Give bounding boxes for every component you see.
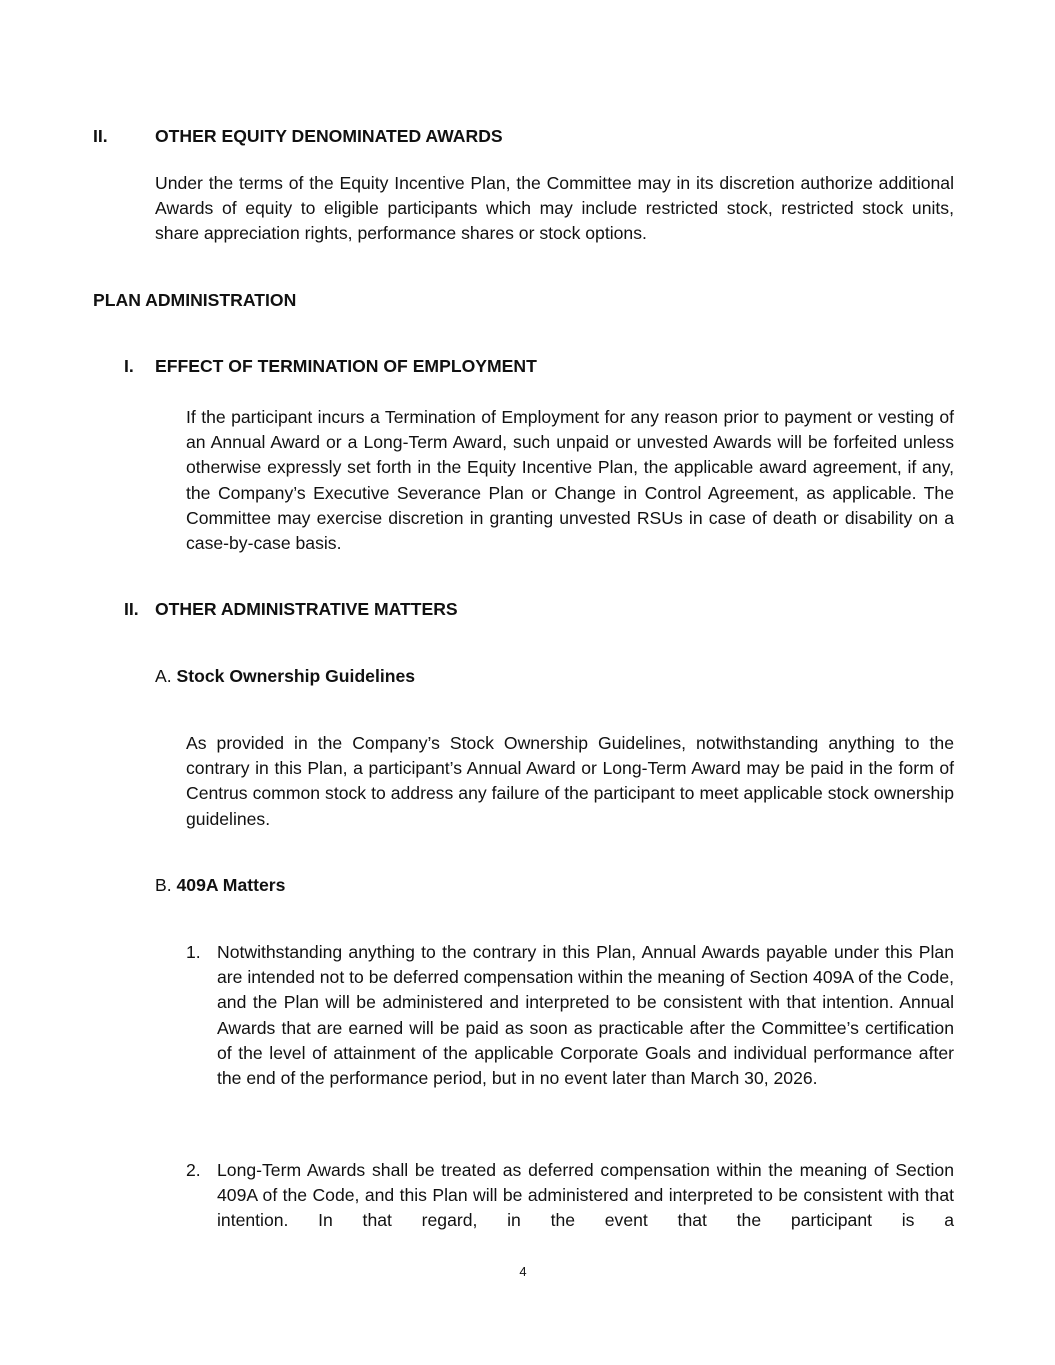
page-number: 4 bbox=[519, 1264, 527, 1279]
other-admin-numeral: II. bbox=[124, 599, 139, 619]
termination-paragraph: If the participant incurs a Termination of Employment for any reason prior to payment or vesting of an Annual Award or a Long-Term Award, such unpaid or unvested Awards will be forfeited unless otherwise expressly set forth in the Equity Incentive Plan, the applicable award agreement, if any, the Company’s Executive Severance Plan or Change in Control Agreement, as applicable. The Committee may exercise discretion in granting unvested RSUs in case of death or disability on a case-by-case basis. bbox=[186, 407, 954, 554]
subheading-title: 409A Matters bbox=[176, 875, 286, 895]
list-item-number: 1. bbox=[186, 942, 201, 962]
list-item-text: Notwithstanding anything to the contrary in this Plan, Annual Awards payable under this Plan are intended not to be deferred compensation within the meaning of Section 409A of the Code, and the Plan will be administered and interpreted to be consistent with that intention. Annual Awards that are earned will be paid as soon as practicable after the Committee’s certification of the level of attainment of the applicable Corporate Goals and individual performance after the end of the performance period, but in no event later than March 30, 2026. bbox=[217, 942, 954, 1089]
list-item-text: Long-Term Awards shall be treated as deferred compensation within the meaning of Section 409A of the Code, and this Plan will be administered and interpreted to be consistent with that intention. In that regard, in the event that the participant is a bbox=[217, 1160, 954, 1231]
list-item-number: 2. bbox=[186, 1160, 201, 1180]
matters-409a-subheading bbox=[155, 873, 285, 898]
subheading-letter: B. bbox=[155, 875, 172, 895]
other-admin-heading: OTHER ADMINISTRATIVE MATTERS bbox=[155, 599, 458, 619]
termination-numeral: I. bbox=[124, 356, 134, 376]
section-heading: OTHER EQUITY DENOMINATED AWARDS bbox=[155, 126, 503, 146]
termination-heading: EFFECT OF TERMINATION OF EMPLOYMENT bbox=[155, 356, 537, 376]
section-body-paragraph: Under the terms of the Equity Incentive Plan, the Committee may in its discretion authorize additional Awards of equity to eligible participants which may include restricted stock, restricted stock units, share appreciation rights, performance shares or stock options. bbox=[155, 173, 954, 244]
subheading-letter: A. bbox=[155, 666, 172, 686]
stock-ownership-subheading bbox=[155, 664, 415, 689]
stock-ownership-paragraph: As provided in the Company’s Stock Ownership Guidelines, notwithstanding anything to the contrary in this Plan, a participant’s Annual Award or Long-Term Award may be paid in the form of Centrus common stock to address any failure of the participant to meet applicable stock ownership guidelines. bbox=[186, 733, 954, 829]
section-numeral: II. bbox=[93, 126, 108, 146]
plan-administration-heading: PLAN ADMINISTRATION bbox=[93, 290, 297, 310]
subheading-title: Stock Ownership Guidelines bbox=[176, 666, 416, 686]
